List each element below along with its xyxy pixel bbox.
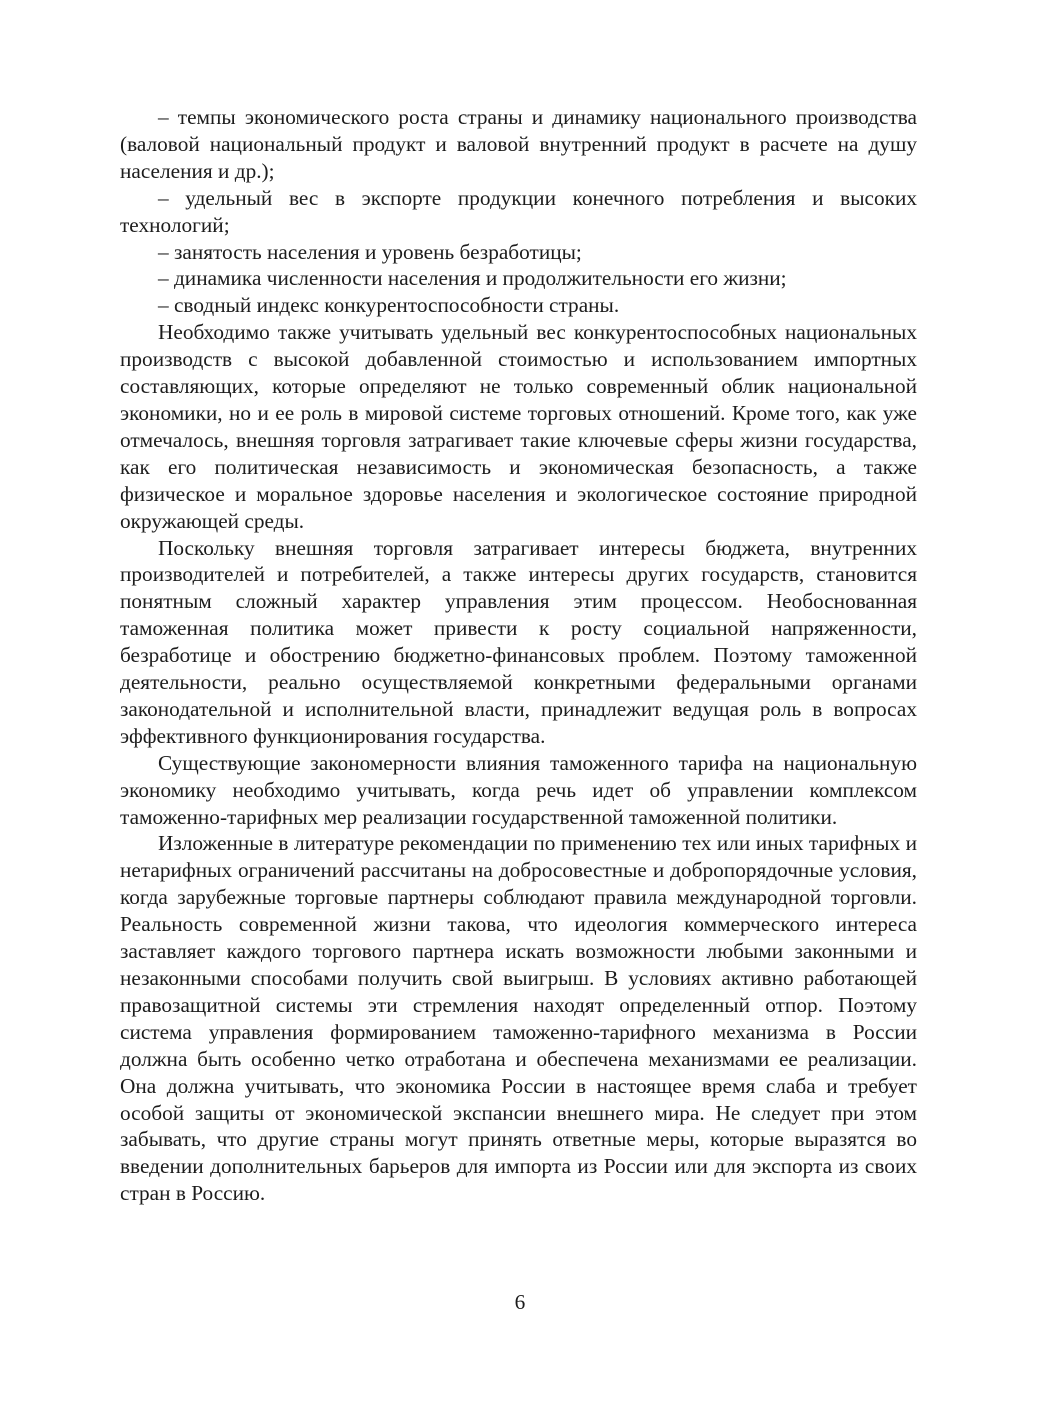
paragraph-tariff-recommendations: Изложенные в литературе рекомендации по применению тех или иных тарифных и нетарифных ограничений рассчитаны на добросовестные и добропорядочные условия, когда зарубежные торговые партнеры соблюдают правила международной торговли. Реальность современной жизни такова, что идеология коммерческого интереса заставляет каждого торгового партнера искать возможности любыми законными и незаконными способами получить свой выигрыш. В условиях активно работающей правозащитной системы эти стремления находят определенный отпор. Поэтому система управления формированием таможенно-тарифного механизма в России должна быть особенно четко отработана и обеспечена механизмами ее реализации. Она должна учитывать, что экономика России в настоящее время слаба и требует особой защиты от экономической экспансии внешнего мира. Не следует при этом забывать, что другие страны могут принять ответные меры, которые выразятся во введении дополнительных барьеров для импорта из России или для экспорта из своих стран в Россию. — [120, 831, 917, 1206]
paragraph-trade-management: Поскольку внешняя торговля затрагивает интересы бюджета, внутренних производителей и потребителей, а также интересы других государств, становится понятным сложный характер управления этим процессом. Необоснованная таможенная политика может привести к росту социальной напряженности, безработице и обострению бюджетно-финансовых проблем. Поэтому таможенной деятельности, реально осуществляемой конкретными федеральными органами законодательной и исполнительной власти, принадлежит ведущая роль в вопросах эффективного функционирования государства. — [120, 535, 917, 748]
list-item-export-share: – удельный вес в экспорте продукции конечного потребления и высоких технологий; — [120, 185, 917, 237]
list-item-population-dynamics: – динамика численности населения и продолжительности его жизни; — [158, 266, 787, 291]
paragraph-competitive-production: Необходимо также учитывать удельный вес конкурентоспособных национальных производств с высокой добавленной стоимостью и использованием импортных составляющих, которые определяют не только современный облик национальной экономики, но и ее роль в мировой системе торговых отношений. Кроме того, как уже отмечалось, внешняя торговля затрагивает такие ключевые сферы жизни государства, как его политическая независимость и экономическая безопасность, а также физическое и моральное здоровье населения и экологическое состояние природной окружающей среды. — [120, 320, 917, 533]
list-item-employment: – занятость населения и уровень безработицы; — [158, 239, 582, 264]
page-body — [120, 104, 917, 1207]
page-number: 6 — [514, 1290, 526, 1314]
list-item-economic-growth: – темпы экономического роста страны и динамику национального производства (валовой национальный продукт и валовой внутренний продукт в расчете на душу населения и др.); — [120, 105, 917, 183]
paragraph-tariff-regularities: Существующие закономерности влияния таможенного тарифа на национальную экономику необходимо учитывать, когда речь идет об управлении комплексом таможенно-тарифных мер реализации государственной таможенной политики. — [120, 750, 917, 829]
list-item-competitiveness-index: – сводный индекс конкурентоспособности страны. — [158, 293, 620, 318]
